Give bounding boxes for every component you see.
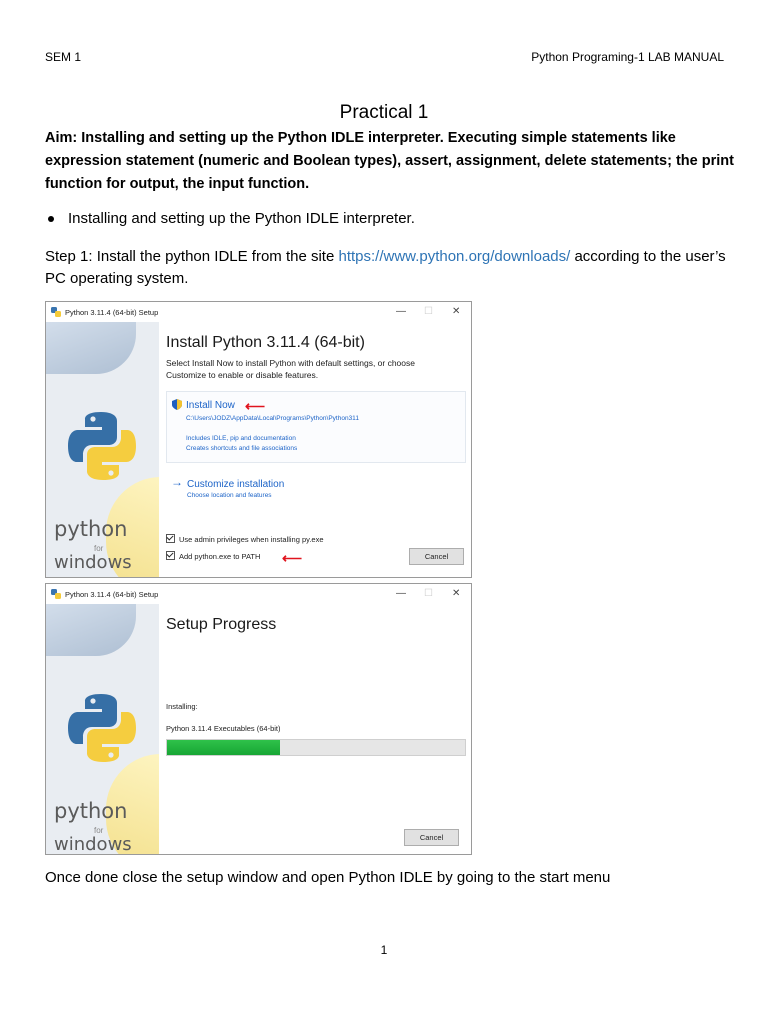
admin-privileges-checkbox[interactable] — [166, 534, 324, 544]
path-checkbox-label: Add python.exe to PATH — [179, 552, 261, 561]
page-title: Practical 1 — [339, 102, 429, 123]
close-icon[interactable]: ✕ — [452, 306, 461, 317]
closing-paragraph: Once done close the setup window and open Python IDLE by going to the start menu — [45, 869, 611, 886]
step-1-text-after: according to the user’s PC operating system. — [45, 248, 726, 287]
bullet-text: Installing and setting up the Python IDLE interpreter. — [68, 210, 415, 227]
installer-screenshot — [45, 301, 472, 578]
customize-sub-text: Choose location and features — [187, 492, 272, 499]
python-logo-icon — [66, 692, 138, 764]
decorative-shape — [46, 604, 136, 656]
step-1-text-before: Step 1: Install the python IDLE from the site — [45, 248, 339, 265]
progress-content — [166, 604, 465, 854]
install-now-label[interactable]: Install Now — [186, 400, 235, 411]
step-1-paragraph — [45, 246, 735, 290]
install-now-option[interactable] — [166, 391, 466, 463]
header-right: Python Programing-1 LAB MANUAL — [531, 50, 724, 64]
checkbox-checked-icon[interactable] — [166, 534, 175, 543]
decorative-shape — [46, 322, 136, 374]
checkbox-checked-icon[interactable] — [166, 551, 175, 560]
installer-heading: Install Python 3.11.4 (64-bit) — [166, 334, 365, 351]
installer-description — [166, 357, 456, 381]
installer-side-panel — [46, 322, 159, 577]
includes-line: Includes IDLE, pip and documentation — [186, 435, 296, 442]
red-arrow-icon: ⟵ — [282, 550, 303, 566]
arrow-right-icon: → — [171, 475, 183, 489]
windows-brand-text: windows — [54, 552, 132, 573]
add-to-path-checkbox[interactable] — [166, 551, 260, 561]
for-brand-text: for — [94, 544, 104, 553]
python-downloads-link[interactable]: https://www.python.org/downloads/ — [338, 248, 571, 265]
bullet-item — [48, 210, 415, 227]
install-progress-bar — [166, 739, 466, 756]
description-line: Select Install Now to install Python with default settings, or choose — [166, 358, 415, 368]
page-number: 1 — [380, 943, 388, 957]
windows-brand-text: windows — [54, 834, 132, 854]
installer-window-title: Python 3.11.4 (64-bit) Setup — [65, 308, 159, 317]
progress-side-panel — [46, 604, 159, 854]
maximize-icon[interactable]: ☐ — [424, 306, 433, 317]
installing-label: Installing: — [166, 702, 198, 711]
maximize-icon[interactable]: ☐ — [424, 588, 433, 599]
installer-content — [166, 322, 465, 577]
includes-line: Creates shortcuts and file associations — [186, 445, 298, 452]
setup-progress-screenshot — [45, 583, 472, 855]
progress-heading: Setup Progress — [166, 616, 277, 633]
current-install-item: Python 3.11.4 Executables (64-bit) — [166, 724, 281, 733]
minimize-icon[interactable]: — — [396, 588, 406, 599]
python-logo-icon — [51, 307, 61, 317]
python-brand-text: python — [54, 517, 128, 541]
bullet-dot-icon — [48, 216, 54, 222]
for-brand-text: for — [94, 826, 104, 835]
install-now-includes — [186, 434, 297, 454]
shield-icon — [172, 399, 182, 410]
installer-titlebar — [46, 302, 471, 322]
header-left: SEM 1 — [45, 50, 82, 64]
admin-checkbox-label: Use admin privileges when installing py.exe — [179, 535, 324, 544]
customize-installation-option[interactable]: Customize installation — [187, 479, 285, 490]
minimize-icon[interactable]: — — [396, 306, 406, 317]
cancel-button[interactable]: Cancel — [409, 548, 464, 565]
cancel-button[interactable]: Cancel — [404, 829, 459, 846]
progress-window-title: Python 3.11.4 (64-bit) Setup — [65, 590, 159, 599]
install-path: C:\Users\JODZ\AppData\Local\Programs\Python\Python311 — [186, 415, 359, 422]
progress-bar-fill — [167, 740, 280, 755]
python-brand-text: python — [54, 799, 128, 823]
red-arrow-icon: ⟵ — [245, 398, 266, 414]
close-icon[interactable]: ✕ — [452, 588, 461, 599]
python-logo-icon — [66, 410, 138, 482]
python-logo-icon — [51, 589, 61, 599]
description-line: Customize to enable or disable features. — [166, 370, 319, 380]
aim-paragraph: Aim: Installing and setting up the Python IDLE interpreter. Executing simple statements like expression statement (numeric and Boolean types), assert, assignment, delete statements; the print function for output, the input function. — [45, 130, 734, 192]
progress-titlebar — [46, 584, 471, 604]
